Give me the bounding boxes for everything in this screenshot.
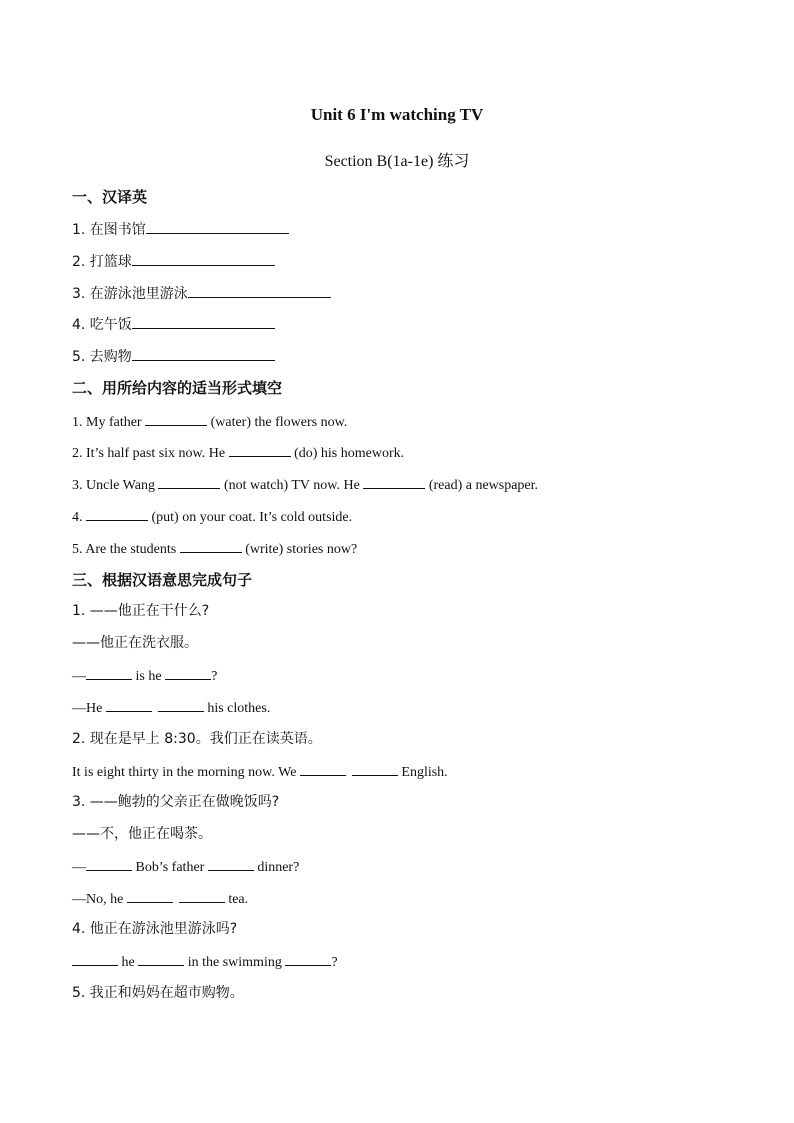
s1-item-3 [72, 283, 331, 303]
s3-q3-chinese-2: ——不，他正在喝茶。 [72, 826, 212, 842]
answer-blank[interactable] [179, 888, 225, 903]
answer-blank[interactable] [106, 697, 152, 712]
s2-question-2 [72, 442, 404, 462]
answer-blank[interactable] [72, 951, 118, 966]
s3-q1-en1-text-c: ? [211, 669, 218, 684]
s2-q1-text-a: 1. My father [72, 415, 146, 430]
s3-q1-english-2 [72, 697, 270, 717]
page-title: Unit 6 I'm watching TV [310, 105, 484, 124]
s2-question-4 [72, 506, 352, 526]
s3-q1-chinese-1: 1. ——他正在干什么? [72, 603, 210, 619]
answer-blank[interactable] [86, 665, 132, 680]
s3-q1-en1-text-a: — [72, 669, 86, 684]
s1-item-2 [72, 251, 275, 271]
answer-blank[interactable] [158, 697, 204, 712]
s3-q3-english-2 [72, 888, 248, 908]
s3-q1-en2-text-a: —He [72, 701, 106, 716]
answer-blank[interactable] [132, 346, 275, 361]
answer-blank[interactable] [188, 283, 331, 298]
s3-q1-en1-text-b: is he [132, 669, 166, 684]
s2-q4-text-a: 4. [72, 510, 86, 525]
s3-q4-chinese: 4. 他正在游泳池里游泳吗? [72, 921, 238, 937]
s2-q2-text-b: (do) his homework. [290, 446, 405, 461]
answer-blank[interactable] [138, 951, 184, 966]
s3-q4-en-text-c: ? [331, 955, 338, 970]
answer-blank[interactable] [132, 314, 275, 329]
answer-blank[interactable] [146, 219, 289, 234]
answer-blank[interactable] [363, 474, 425, 489]
s1-item-2-text: 2. 打篮球 [72, 254, 132, 270]
s3-q5-chinese: 5. 我正和妈妈在超市购物。 [72, 985, 244, 1001]
s3-q3-chinese-1: 3. ——鲍勃的父亲正在做晚饭吗? [72, 794, 280, 810]
answer-blank[interactable] [285, 951, 331, 966]
s2-q5-text-b: (write) stories now? [241, 542, 358, 557]
s3-q1-en2-text-b: his clothes. [203, 701, 271, 716]
s3-q1-english-1 [72, 665, 217, 685]
section-3-heading: 三、根据汉语意思完成句子 [72, 571, 253, 589]
s3-q2-en-text-b: English. [397, 765, 448, 780]
s2-q2-text-a: 2. It’s half past six now. He [72, 446, 229, 461]
s2-q4-text-b: (put) on your coat. It’s cold outside. [148, 510, 353, 525]
answer-blank[interactable] [158, 474, 220, 489]
s1-item-5 [72, 346, 275, 366]
answer-blank[interactable] [86, 856, 132, 871]
s1-item-4 [72, 314, 275, 334]
s1-item-3-text: 3. 在游泳池里游泳 [72, 286, 188, 302]
answer-blank[interactable] [352, 761, 398, 776]
s2-question-1 [72, 411, 347, 431]
s3-q3-en1-text-c: dinner? [253, 860, 300, 875]
s2-q1-text-b: (water) the flowers now. [207, 415, 348, 430]
answer-blank[interactable] [86, 506, 148, 521]
s3-q2-en-text-a: It is eight thirty in the morning now. We [72, 765, 300, 780]
s1-item-4-text: 4. 吃午饭 [72, 317, 132, 333]
answer-blank[interactable] [229, 442, 291, 457]
answer-blank[interactable] [145, 411, 207, 426]
s3-q4-en-text-b: in the swimming [184, 955, 286, 970]
s2-q3-text-a: 3. Uncle Wang [72, 478, 159, 493]
s3-q3-en2-text-a: —No, he [72, 892, 127, 907]
answer-blank[interactable] [127, 888, 173, 903]
answer-blank[interactable] [180, 538, 242, 553]
section-1-heading: 一、汉译英 [72, 188, 148, 206]
answer-blank[interactable] [165, 665, 211, 680]
s1-item-1-text: 1. 在图书馆 [72, 222, 146, 238]
s3-q3-en1-text-b: Bob’s father [132, 860, 208, 875]
s3-q3-en1-text-a: — [72, 860, 86, 875]
answer-blank[interactable] [132, 251, 275, 266]
answer-blank[interactable] [300, 761, 346, 776]
s3-q4-english [72, 951, 338, 971]
s2-q3-text-c: (read) a newspaper. [425, 478, 539, 493]
s3-q3-english-1 [72, 856, 299, 876]
answer-blank[interactable] [208, 856, 254, 871]
page-subtitle: Section B(1a-1e) 练习 [324, 153, 470, 170]
s1-item-1 [72, 219, 289, 239]
s2-question-5 [72, 538, 357, 558]
s3-q2-english [72, 761, 448, 781]
section-2-heading: 二、用所给内容的适当形式填空 [72, 379, 283, 397]
s2-q3-text-b: (not watch) TV now. He [220, 478, 364, 493]
s2-q5-text-a: 5. Are the students [72, 542, 180, 557]
s2-question-3 [72, 474, 538, 494]
s3-q4-en-text-a: he [118, 955, 139, 970]
s3-q3-en2-text-b: tea. [224, 892, 249, 907]
s3-q2-chinese: 2. 现在是早上 8:30。我们正在读英语。 [72, 731, 322, 747]
s3-q1-chinese-2: ——他正在洗衣服。 [72, 635, 198, 651]
s1-item-5-text: 5. 去购物 [72, 349, 132, 365]
